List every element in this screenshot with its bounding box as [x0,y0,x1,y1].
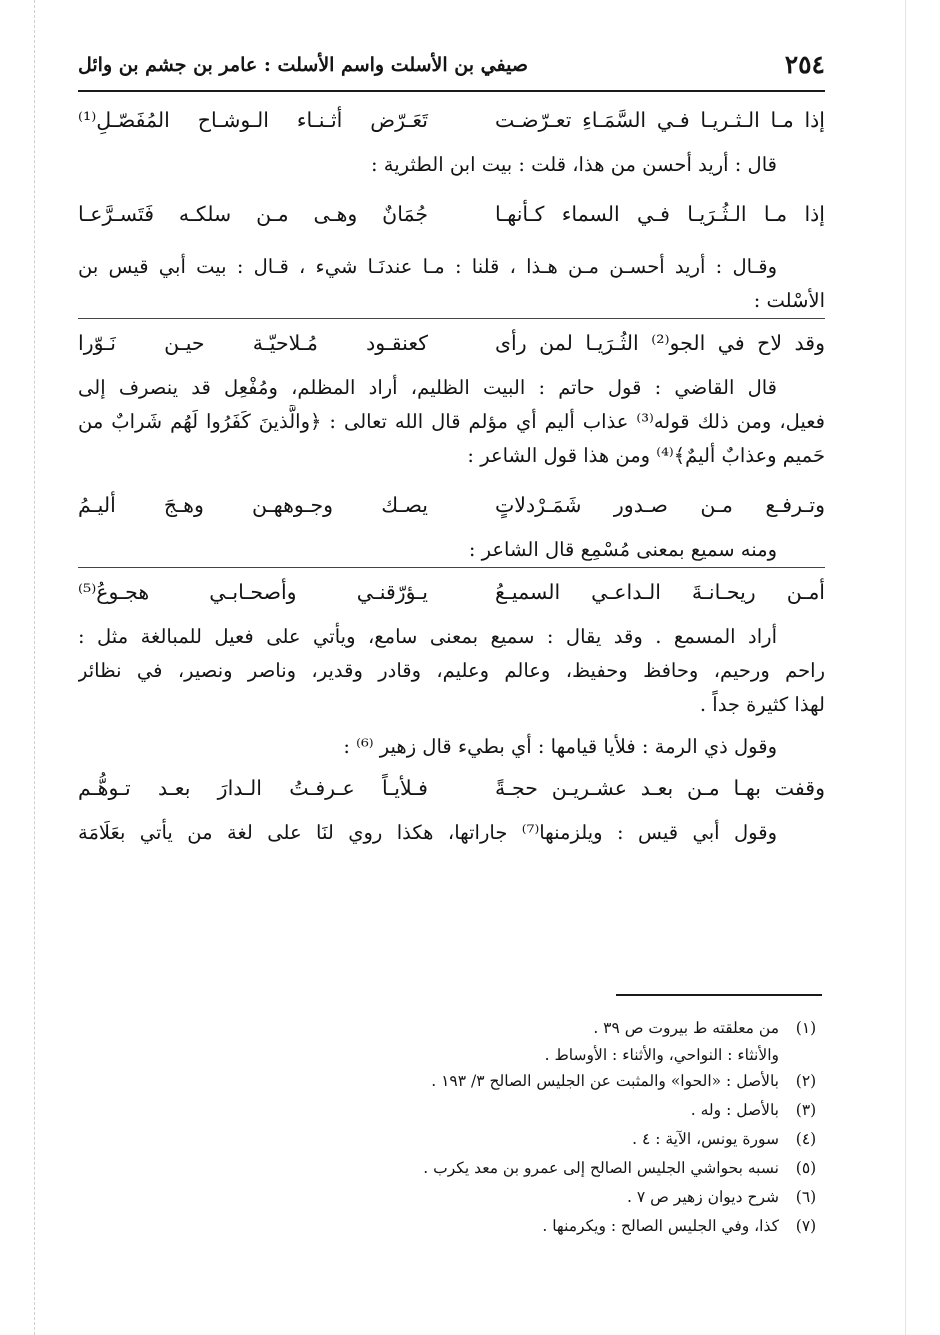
footnote-text: سورة يونس، الآية : ٤ . [632,1130,779,1148]
footnotes [78,1014,825,1241]
verse-6-first-hemistich: وقفت بهـا مـن بعـد عشـريـن حجـةً [495,776,825,800]
page-header [78,44,825,92]
verse-1-second-hemistich: تَعَـرّض أثـنـاء الـوشـاح المُفَصّـلِ⁽¹⁾ [78,108,428,132]
page-crease-right [905,0,906,1335]
footnote [78,1125,825,1154]
prose-line: راحم ورحيم، وحافظ وحفيظ، وعالم وعليم، وقادر وقدير، وناصر ونصير، في نظائر [78,659,825,682]
footnote [78,1212,825,1241]
footnote-number: (٢) [795,1072,817,1090]
verse-4-second-hemistich: يصـك وجـوههـن وهـجَ أليـمُ [78,493,428,517]
footnote-number: (٥) [795,1159,817,1177]
footnote [78,1096,825,1125]
main-text [78,96,825,850]
verse-1-first-hemistich: إذا مـا الـثـريـا فـي السَّمَـاءِ تعـرّضـت [495,108,825,132]
verse-4-first-hemistich: وتـرفـع مـن صـدور شَمَـرْدلاتٍ [495,493,825,517]
footnote-text: نسبه بحواشي الجليس الصالح إلى عمرو بن معد يكرب . [423,1159,779,1177]
verse-2-first-hemistich: إذا مـا الـثُـرَيـا فـي السماء كـأنهـا [495,202,825,226]
header-rule [78,90,825,92]
footnote-number: (٤) [795,1130,817,1148]
verse-4 [78,481,825,533]
footnote-text: كذا، وفي الجليس الصالح : ويكرمنها . [542,1217,779,1235]
page-number: ٢٥٤ [784,50,825,79]
footnote-text: والأنثاء : النواحي، والأثناء : الأوساط . [544,1046,779,1064]
page-crease-left [34,0,35,1335]
verse-6-second-hemistich: فـلأيـاً عـرفـتُ الـدارَ بعـد تـوهُّـم [78,776,428,800]
footnote-text: شرح ديوان زهير ص ٧ . [627,1188,779,1206]
prose-line: أراد المسمع . وقد يقال : سميع بمعنى سامع، ويأتي على فعيل للمبالغة مثل : [78,625,777,648]
footnote [78,1154,825,1183]
verse-3 [78,318,825,371]
verse-2-second-hemistich: جُمَانٌ وهـى مـن سلكـه فَتَسـرَّعـا [78,202,428,226]
verse-5 [78,567,825,620]
footnote-text: من معلقته ط بيروت ص ٣٩ . [593,1019,779,1037]
verse-3-first-hemistich: وقد لاح في الجو⁽²⁾ الثُـرَيـا لمن رأى [495,331,825,355]
prose-line: وقول أبي قيس : ويلزمنها⁽⁷⁾ جاراتها، هكذا روي لنَا على لغة من يأتي بعَلَامَة [78,821,777,844]
footnote-number: (١) [795,1019,817,1037]
prose-line: وقول ذي الرمة : فلأيا قيامها : أي بطيء قال زهير ⁽⁶⁾ : [343,735,777,758]
footnote-number: (٦) [795,1188,817,1206]
running-title: صيفي بن الأسلت واسم الأسلت : عامر بن جشم بن وائل [78,54,528,76]
verse-5-first-hemistich: أمـن ريحـانـةَ الـداعـي السميـعُ [495,580,825,604]
prose-line: فعيل، ومن ذلك قوله⁽³⁾ عذاب أليم أي مؤلم قال الله تعالى : ﴿والَّذينَ كَفَرُوا لَهُم شَرابٌ من [78,410,825,433]
prose-line: وقـال : أريد أحسـن مـن هـذا ، قلنا : مـا عندنَـا شيء ، قـال : بيت أبي قيس بن [78,255,777,278]
footnote [78,1183,825,1212]
verse-1 [78,96,825,148]
verse-6 [78,764,825,816]
prose-line: ومنه سميع بمعنى مُسْمِع قال الشاعر : [468,538,777,561]
verse-2 [78,190,825,242]
footnote-text: بالأصل : «الحوا» والمثبت عن الجليس الصالح ٣/ ١٩٣ . [431,1072,779,1090]
footnote-continuation [78,1043,825,1067]
prose-line: حَميم وعذابٌ أليمٌ﴾⁽⁴⁾ ومن هذا قول الشاعر : [467,444,825,467]
footnote-number: (٧) [795,1217,817,1235]
footnote-text: بالأصل : وله . [690,1101,779,1119]
footnote-number: (٣) [795,1101,817,1119]
prose-line: قال القاضي : قول حاتم : البيت الظليم، أراد المظلم، ومُفْعِل قد ينصرف إلى [78,376,777,399]
verse-5-second-hemistich: يـؤرّقنـي وأصحـابـي هجـوعُ⁽⁵⁾ [78,580,428,604]
footnote [78,1067,825,1096]
prose-line: قال : أريد أحسن من هذا، قلت : بيت ابن الطثرية : [370,153,777,176]
footnote [78,1014,825,1043]
verse-3-second-hemistich: كعنقـود مُـلاحيّـة حيـن نَـوّرا [78,331,428,355]
footnote-rule [616,994,822,996]
prose-line: الأسْلت : [753,289,825,312]
prose-line: لهذا كثيرة جداً . [699,693,825,716]
